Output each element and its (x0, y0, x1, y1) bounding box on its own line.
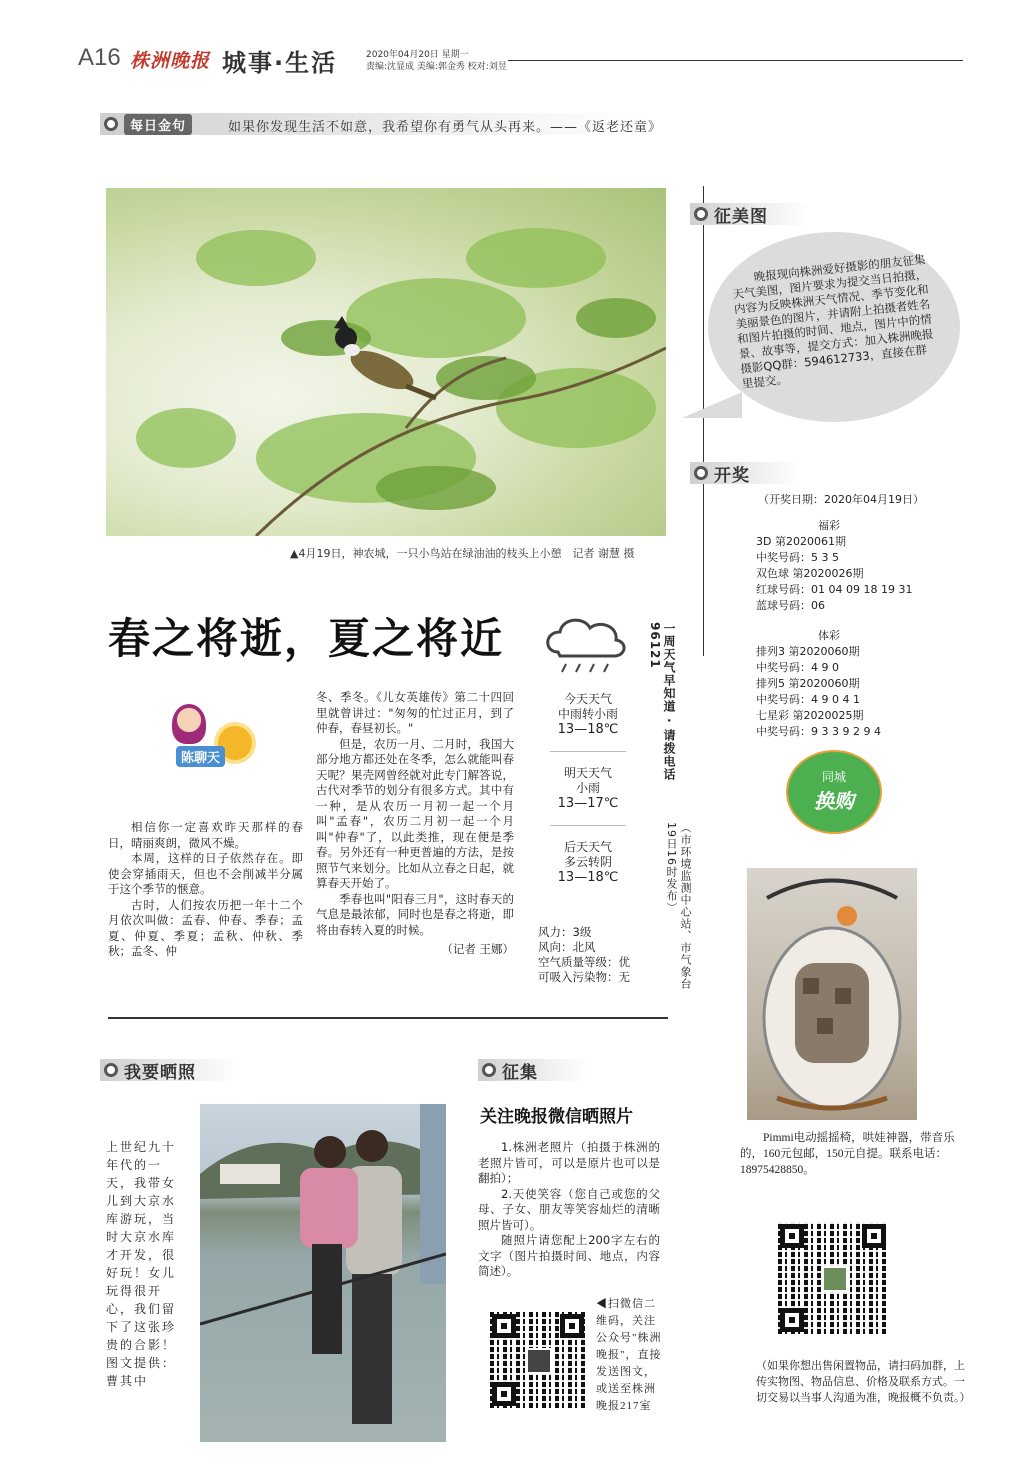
today-temp: 13—18℃ (557, 722, 619, 737)
weather-vertical-source: （市环境监测中心站、市气象台19日16时发布） (665, 822, 692, 990)
article-paragraph: 相信你一定喜欢昨天那样的春日，晴丽爽朗，微风不燥。 (108, 820, 303, 850)
scan-note: ◀扫微信二维码，关注公众号"株洲晚报"，直接发送图文，或送至株洲晚报217室 (596, 1298, 662, 1412)
lottery-date: （开奖日期：2020年04月19日） (758, 493, 924, 506)
lottery-tag: 开奖 (694, 462, 750, 484)
qr-center-logo (526, 1348, 552, 1374)
headline: 春之将逝，夏之将近 (108, 614, 505, 663)
wind-force: 风力：3级 (538, 925, 592, 939)
exchange-badge (786, 750, 882, 834)
story-text: 上世纪九十年代的一天，我带女儿到大京水库游玩，当时大京水库才开发，很好玩！女儿玩得很开心，我们留下了这张珍贵的合影！ (106, 1140, 177, 1352)
air-quality: 空气质量等级：优 (538, 955, 630, 969)
weather-forecast (540, 692, 636, 885)
tomorrow-label: 明天天气 (563, 766, 612, 780)
lottery-line: 蓝球号码：06 (756, 599, 825, 612)
article-paragraph: 但是，农历一月、二月时，我国大部分地方都还处在冬季，怎么就能叫春天呢？果壳网曾经就对此专门解答说，古代对季节的划分有很多方式。其中有一种，是从农历一月初一起一个月叫"孟春"，农历二月初一起一个月叫"仲春"了，以此类推，现在便是季春。另外还有一种更普遍的方法，是按照节气来划分。比如从立春之日起，就算春天开始了。 (316, 736, 514, 890)
lottery-line: 中奖号码：4 9 0 (756, 661, 839, 674)
lottery-line: 中奖号码：9 3 3 9 2 9 4 (756, 725, 881, 738)
bullet-icon (694, 466, 708, 480)
lottery-line: 排列5 第2020060期 (756, 677, 860, 690)
share-photo-tag: 我要晒照 (104, 1059, 196, 1081)
lottery-line: 中奖号码：5 3 5 (756, 551, 839, 564)
page-number: A16 (78, 44, 121, 71)
quote-tag: 每日金句 (104, 113, 192, 135)
share-photo-story (106, 1138, 176, 1390)
collect-tag: 征集 (482, 1059, 538, 1081)
paper-logo: 株洲晚报 (130, 50, 211, 72)
pollutant: 可吸入污染物：无 (538, 970, 630, 984)
column-divider (703, 186, 704, 656)
today-desc: 中雨转小雨 (557, 707, 618, 721)
section-title: 城事·生活 (222, 49, 338, 77)
article-paragraph: 冬、季冬。《儿女英雄传》第二十四回里就曾讲过："匆匆的忙过正月，到了仲春，春昼初长。" (316, 690, 514, 735)
zheng-meitu-text: 晚报现向株洲爱好摄影的朋友征集天气美图，图片要求为提交当日拍摄，内容为反映株洲天气情况、季节变化和美丽景色的图片，并请附上拍摄者姓名和图片拍摄的时间、地点，图片中的情景、故事等，提交方式：加入株洲晚报摄影QQ群：594612733，直接在群里提交。 (731, 252, 934, 391)
tomorrow-desc: 小雨 (575, 781, 600, 795)
collect-item: 随照片请您配上200字左右的文字（图片拍摄时间、地点，内容简述）。 (478, 1233, 660, 1278)
weather-divider (550, 751, 626, 752)
section-rule (108, 1017, 668, 1019)
family-photo (200, 1104, 446, 1442)
tomorrow-temp: 13—17℃ (557, 796, 619, 811)
exchange-item-desc: Pimmi电动摇摇椅，哄娃神器，带音乐的，160元包邮，150元自提。联系电话：18975428850。 (740, 1132, 955, 1176)
article-paragraph: 季春也叫"阳春三月"，这时春天的气息是最浓郁，同时也是春之将逝，即将由春转入夏的时候。 (316, 891, 514, 937)
story-credit: 图文提供：曹其中 (106, 1356, 177, 1388)
article-column-1 (108, 820, 303, 960)
photo-caption: ▲4月19日，神农城，一只小鸟站在绿油油的枝头上小憩 记者 谢慧 摄 (290, 547, 635, 560)
lottery-line: 3D 第2020061期 (756, 535, 846, 548)
after-label: 后天天气 (563, 840, 612, 854)
ticai-title: 体彩 (818, 629, 840, 642)
article-paragraph: 本周，这样的日子依然存在。即使会穿插雨天，但也不会削减半分属于这个季节的惬意。 (108, 851, 303, 896)
exchange-qr-code[interactable] (776, 1220, 890, 1336)
wechat-qr-code[interactable] (488, 1310, 588, 1410)
weather-divider (550, 825, 626, 826)
lottery-ticai (756, 628, 956, 740)
speech-bubble-tail (682, 392, 742, 418)
lottery-line: 红球号码：01 04 09 18 19 31 (756, 583, 913, 596)
qr-center-logo (822, 1266, 848, 1292)
lottery-fucai (756, 518, 956, 614)
bullet-icon (482, 1063, 496, 1077)
date-line: 2020年04月20日 星期一 (366, 50, 469, 60)
daily-quote: 如果你发现生活不如意，我希望你有勇气从头再来。——《返老还童》 (228, 120, 663, 135)
weather-cloud-icon (540, 610, 630, 680)
main-photo (106, 188, 666, 536)
article-paragraph: 古时，人们按农历把一年十二个月依次叫做：孟春、仲春、季春；孟夏、仲夏、季夏；孟秋、仲秋、季秋；孟冬、仲 (108, 897, 303, 958)
bullet-icon (104, 117, 118, 131)
weather-extra (538, 925, 638, 985)
reporter-avatar (172, 704, 206, 744)
fucai-title: 福彩 (818, 519, 840, 532)
bullet-icon (104, 1063, 118, 1077)
lottery-line: 中奖号码：4 9 0 4 1 (756, 693, 860, 706)
lottery-line: 双色球 第2020026期 (756, 567, 864, 580)
column-badge (152, 704, 262, 774)
today-label: 今天天气 (563, 692, 612, 706)
article-column-2 (316, 690, 514, 958)
header-rule (508, 60, 963, 61)
bird-on-branch-illustration (106, 188, 666, 536)
staff-line: 责编:沈显成 美编:郭金秀 校对:刘昱 (366, 62, 507, 72)
exchange-note: （如果你想出售闲置物品，请扫码加群，上传实物图、物品信息、价格及联系方式。一切交易以当事人沟通为准，晚报概不负责。） (756, 1360, 971, 1404)
bullet-icon (694, 207, 708, 221)
after-temp: 13—18℃ (557, 870, 619, 885)
exchange-badge-main: 换购 (814, 789, 854, 813)
lottery-line: 七星彩 第2020025期 (756, 709, 864, 722)
collect-item: 2.天使笑容（您自己或您的父母、子女、朋友等笑容灿烂的清晰照片皆可）。 (478, 1186, 660, 1232)
byline: （记者 王娜） (441, 942, 514, 956)
weather-vertical-title: 一周天气早知道 · 请拨电话96121 (648, 622, 676, 781)
collect-item: 1.株洲老照片（拍摄于株洲的老照片皆可，可以是原片也可以是翻拍）； (478, 1140, 660, 1185)
lottery-line: 排列3 第2020060期 (756, 645, 860, 658)
collect-title: 关注晚报微信晒照片 (480, 1107, 633, 1127)
collect-items (478, 1140, 660, 1280)
exchange-badge-top: 同城 (821, 770, 846, 784)
baby-rocker-photo (747, 868, 917, 1120)
zheng-meitu-tag: 征美图 (694, 203, 768, 225)
column-badge-label: 陈聊天 (176, 746, 225, 767)
after-desc: 多云转阴 (563, 855, 612, 869)
wind-direction: 风向：北风 (538, 940, 596, 954)
